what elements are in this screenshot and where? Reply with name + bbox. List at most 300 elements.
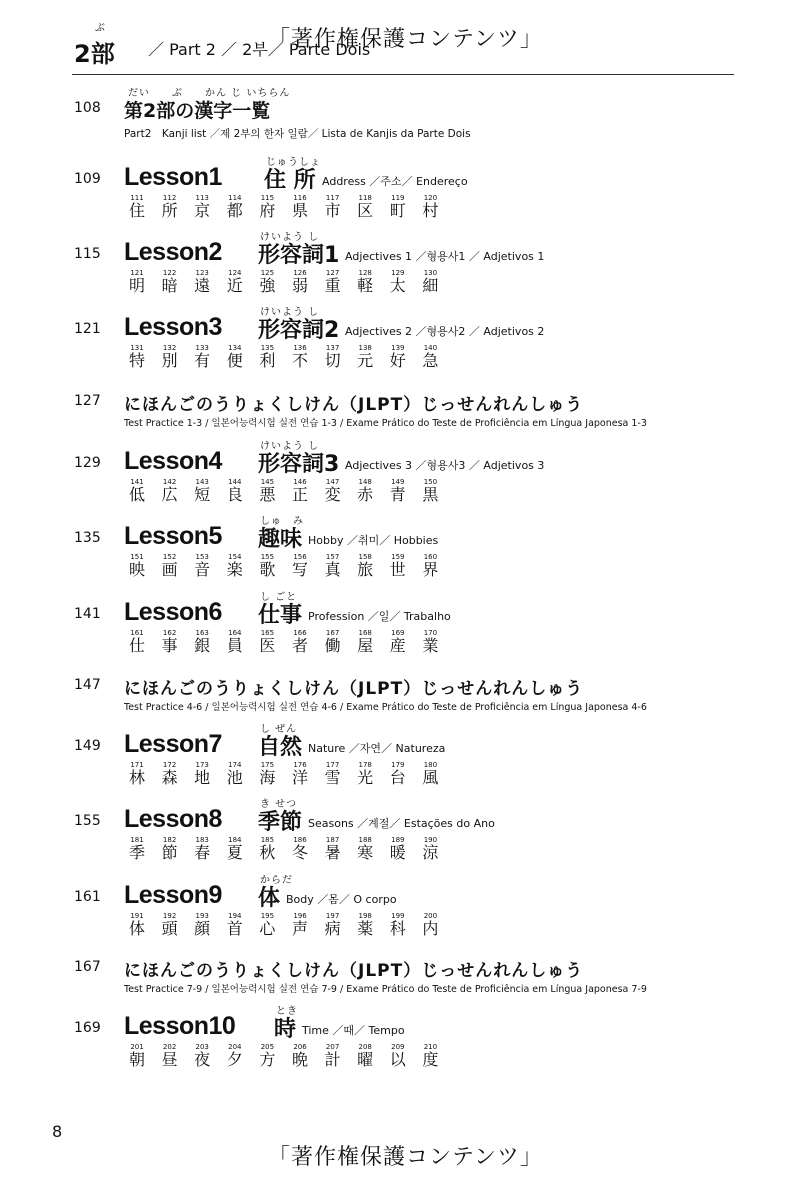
- kanji-number: 114: [228, 194, 242, 202]
- kanji-number: 162: [162, 629, 177, 637]
- kanji-item: [122, 269, 152, 295]
- kanji-character: 切: [324, 351, 341, 370]
- lesson-theme: 形容詞1: [258, 243, 340, 268]
- kanji-number: 176: [293, 761, 307, 769]
- kanji-item: [383, 629, 413, 655]
- kanji-character: 明: [128, 276, 145, 295]
- kanji-item: [415, 269, 445, 295]
- lesson-title: Lesson1: [124, 163, 222, 191]
- kanji-number: 131: [130, 344, 144, 352]
- kanji-number: 189: [391, 836, 405, 844]
- kanji-item: [220, 629, 250, 655]
- entry-page-number: 169: [74, 1020, 101, 1036]
- kanji-number: 123: [195, 269, 209, 277]
- lesson-translation: Body ／몸／ O corpo: [286, 893, 397, 906]
- lesson-title: Lesson7: [124, 730, 222, 758]
- kanji-item: [122, 761, 152, 787]
- kanji-character: 内: [422, 919, 439, 938]
- kanji-item: [155, 269, 185, 295]
- kanji-character: 元: [357, 351, 374, 370]
- kanji-number: 159: [391, 553, 405, 561]
- kanji-character: 夕: [226, 1050, 243, 1069]
- kanji-item: [187, 344, 217, 370]
- kanji-character: 変: [324, 485, 341, 504]
- kanji-number: 133: [195, 344, 209, 352]
- kanji-number: 132: [162, 344, 177, 352]
- kanji-item: [122, 553, 152, 579]
- kanji-character: 暗: [161, 276, 178, 295]
- kanji-character: 声: [291, 919, 308, 938]
- kanji-item: [285, 629, 315, 655]
- kanji-character: 銀: [194, 636, 211, 655]
- kanji-item: [415, 1043, 445, 1069]
- kanji-number: 158: [358, 553, 372, 561]
- kanji-item: [122, 478, 152, 504]
- kanji-item: [415, 194, 445, 220]
- kanji-character: 短: [194, 485, 211, 504]
- kanji-number: 169: [391, 629, 405, 637]
- kanji-item: [350, 478, 380, 504]
- kanji-item: [187, 836, 217, 862]
- kanji-number: 161: [130, 629, 144, 637]
- kanji-number: 166: [293, 629, 307, 637]
- lesson-translation: Time ／때／ Tempo: [302, 1024, 405, 1037]
- kanji-number: 153: [195, 553, 209, 561]
- kanji-number: 151: [130, 553, 144, 561]
- kanji-character: 者: [291, 636, 308, 655]
- kanji-number: 129: [391, 269, 405, 277]
- kanji-item: [155, 194, 185, 220]
- kanji-item: [252, 629, 282, 655]
- kanji-item: [155, 478, 185, 504]
- kanji-item: [252, 1043, 282, 1069]
- kanji-character: 都: [226, 201, 243, 220]
- kanji-character: 写: [291, 560, 308, 579]
- kanji-number: 154: [228, 553, 242, 561]
- kanji-item: [187, 912, 217, 938]
- kanji-item: [415, 912, 445, 938]
- kanji-number: 184: [228, 836, 242, 844]
- kanji-item: [285, 761, 315, 787]
- kanji-number: 194: [228, 912, 242, 920]
- kanji-character: 黒: [422, 485, 439, 504]
- theme-ruby: き せつ: [260, 799, 298, 810]
- kanji-number: 170: [423, 629, 438, 637]
- kanji-number: 152: [162, 553, 177, 561]
- kanji-character: 軽: [357, 276, 374, 295]
- kanji-character: 朝: [128, 1050, 145, 1069]
- kanji-character: 真: [324, 560, 341, 579]
- kanji-list-page: 108: [74, 100, 101, 116]
- kanji-number: 200: [423, 912, 438, 920]
- kanji-item: [285, 194, 315, 220]
- kanji-character: 低: [128, 485, 145, 504]
- kanji-character: 近: [226, 276, 243, 295]
- kanji-character: 有: [194, 351, 211, 370]
- entry-page-number: 109: [74, 171, 101, 187]
- kanji-number: 157: [325, 553, 340, 561]
- kanji-item: [318, 269, 348, 295]
- theme-ruby: けいよう し: [260, 232, 320, 243]
- kanji-item: [383, 912, 413, 938]
- header-divider: [72, 74, 734, 75]
- kanji-character: 林: [128, 768, 145, 787]
- lesson-title: Lesson8: [124, 805, 222, 833]
- kanji-character: 曜: [357, 1050, 374, 1069]
- kanji-number: 117: [325, 194, 340, 202]
- theme-ruby: からだ: [260, 875, 293, 886]
- kanji-number: 128: [358, 269, 372, 277]
- kanji-item: [187, 194, 217, 220]
- kanji-character: 広: [161, 485, 178, 504]
- kanji-item: [252, 194, 282, 220]
- kanji-list-ruby: だい ぶ かん じ いちらん: [128, 88, 291, 99]
- watermark-bottom: 「著作権保護コンテンツ」: [268, 1145, 543, 1170]
- kanji-character: 計: [324, 1050, 341, 1069]
- kanji-item: [220, 912, 250, 938]
- kanji-character: 重: [324, 276, 341, 295]
- kanji-item: [383, 761, 413, 787]
- kanji-item: [350, 836, 380, 862]
- kanji-number: 113: [195, 194, 209, 202]
- kanji-number: 112: [162, 194, 177, 202]
- entry-page-number: 147: [74, 677, 101, 693]
- jlpt-practice-subtitle: Test Practice 7-9 / 일본어능력시험 실전 연습 7-9 / Exame Prático do Teste de Proficiência em Língua Japonesa 7-9: [124, 984, 647, 995]
- kanji-item: [285, 269, 315, 295]
- kanji-character: 良: [226, 485, 243, 504]
- kanji-character: 利: [259, 351, 276, 370]
- kanji-item: [220, 269, 250, 295]
- kanji-character: 員: [226, 636, 243, 655]
- kanji-character: 晩: [291, 1050, 308, 1069]
- kanji-character: 池: [226, 768, 243, 787]
- kanji-character: 寒: [357, 843, 374, 862]
- entry-page-number: 155: [74, 813, 101, 829]
- kanji-number: 142: [162, 478, 177, 486]
- entry-page-number: 135: [74, 530, 101, 546]
- kanji-character: 暑: [324, 843, 341, 862]
- kanji-number: 205: [260, 1043, 275, 1051]
- kanji-character: 以: [389, 1050, 406, 1069]
- kanji-character: 好: [389, 351, 406, 370]
- kanji-number: 185: [260, 836, 275, 844]
- kanji-list-title: 第2部の漢字一覧: [124, 100, 271, 122]
- kanji-character: 画: [161, 560, 178, 579]
- kanji-character: 市: [324, 201, 341, 220]
- theme-ruby: けいよう し: [260, 307, 320, 318]
- watermark-top: 「著作権保護コンテンツ」: [268, 27, 543, 52]
- kanji-number: 208: [358, 1043, 372, 1051]
- lesson-translation: Hobby ／취미／ Hobbies: [308, 534, 439, 547]
- kanji-character: 冬: [291, 843, 308, 862]
- kanji-item: [383, 344, 413, 370]
- kanji-number: 172: [162, 761, 177, 769]
- kanji-number: 175: [260, 761, 275, 769]
- kanji-item: [285, 478, 315, 504]
- kanji-item: [318, 629, 348, 655]
- kanji-item: [122, 912, 152, 938]
- kanji-number: 207: [325, 1043, 340, 1051]
- kanji-item: [187, 629, 217, 655]
- kanji-item: [383, 478, 413, 504]
- kanji-character: 便: [226, 351, 243, 370]
- kanji-character: 屋: [357, 636, 374, 655]
- lesson-title: Lesson4: [124, 447, 222, 475]
- kanji-number: 178: [358, 761, 372, 769]
- kanji-character: 海: [259, 768, 276, 787]
- lesson-translation: Profession ／일／ Trabalho: [308, 610, 451, 623]
- kanji-item: [155, 553, 185, 579]
- kanji-item: [155, 344, 185, 370]
- kanji-item: [187, 478, 217, 504]
- kanji-item: [285, 553, 315, 579]
- kanji-character: 体: [128, 919, 145, 938]
- kanji-character: 遠: [194, 276, 211, 295]
- kanji-character: 顔: [194, 919, 211, 938]
- kanji-character: 産: [389, 636, 406, 655]
- kanji-number: 137: [325, 344, 340, 352]
- kanji-number: 202: [162, 1043, 177, 1051]
- kanji-number: 116: [293, 194, 307, 202]
- kanji-character: 仕: [128, 636, 145, 655]
- kanji-character: 薬: [357, 919, 374, 938]
- entry-page-number: 129: [74, 455, 101, 471]
- kanji-character: 映: [128, 560, 145, 579]
- kanji-character: 急: [422, 351, 439, 370]
- kanji-number: 171: [130, 761, 144, 769]
- kanji-item: [155, 1043, 185, 1069]
- kanji-character: 村: [422, 201, 439, 220]
- entry-page-number: 121: [74, 321, 101, 337]
- kanji-number: 183: [195, 836, 209, 844]
- lesson-theme: 住 所: [264, 168, 316, 193]
- kanji-character: 光: [357, 768, 374, 787]
- kanji-item: [122, 836, 152, 862]
- lesson-theme: 趣味: [258, 527, 303, 552]
- kanji-character: 雪: [324, 768, 341, 787]
- kanji-number: 199: [391, 912, 405, 920]
- kanji-item: [318, 478, 348, 504]
- lesson-theme: 季節: [258, 810, 303, 835]
- kanji-number: 139: [391, 344, 405, 352]
- kanji-number: 130: [423, 269, 438, 277]
- kanji-list-subtitle: Part2 Kanji list ／제 2부의 한자 일람／ Lista de Kanjis da Parte Dois: [124, 128, 471, 140]
- header-part-rest: ／ Part 2 ／ 2부／ Parte Dois: [148, 40, 371, 59]
- kanji-character: 春: [194, 843, 211, 862]
- kanji-character: 季: [128, 843, 145, 862]
- kanji-number: 195: [260, 912, 275, 920]
- kanji-character: 病: [324, 919, 341, 938]
- kanji-item: [252, 478, 282, 504]
- kanji-number: 181: [130, 836, 144, 844]
- kanji-item: [383, 194, 413, 220]
- kanji-number: 168: [358, 629, 372, 637]
- lesson-translation: Nature ／자연／ Natureza: [308, 742, 446, 755]
- kanji-number: 125: [260, 269, 275, 277]
- kanji-number: 187: [325, 836, 340, 844]
- lesson-title: Lesson3: [124, 313, 222, 341]
- kanji-number: 206: [293, 1043, 307, 1051]
- kanji-character: 別: [161, 351, 178, 370]
- theme-ruby: し ごと: [260, 592, 298, 603]
- kanji-number: 149: [391, 478, 405, 486]
- kanji-item: [252, 553, 282, 579]
- kanji-number: 135: [260, 344, 275, 352]
- theme-ruby: しゅ み: [260, 516, 304, 527]
- kanji-item: [220, 761, 250, 787]
- kanji-character: 事: [161, 636, 178, 655]
- theme-ruby: し ぜん: [260, 724, 298, 735]
- kanji-item: [187, 1043, 217, 1069]
- kanji-character: 頭: [161, 919, 178, 938]
- kanji-character: 太: [389, 276, 406, 295]
- kanji-item: [318, 344, 348, 370]
- kanji-item: [350, 912, 380, 938]
- kanji-character: 青: [389, 485, 406, 504]
- kanji-character: 度: [422, 1050, 439, 1069]
- kanji-item: [285, 836, 315, 862]
- kanji-item: [350, 194, 380, 220]
- jlpt-practice-subtitle: Test Practice 1-3 / 일본어능력시험 실전 연습 1-3 / Exame Prático do Teste de Proficiência em Língua Japonesa 1-3: [124, 418, 647, 429]
- kanji-number: 155: [260, 553, 275, 561]
- kanji-number: 148: [358, 478, 372, 486]
- entry-page-number: 127: [74, 393, 101, 409]
- jlpt-practice-subtitle: Test Practice 4-6 / 일본어능력시험 실전 연습 4-6 / Exame Prático do Teste de Proficiência em Língua Japonesa 4-6: [124, 702, 647, 713]
- jlpt-practice-title: にほんごのうりょくしけん（JLPT）じっせんれんしゅう: [124, 961, 584, 981]
- kanji-item: [350, 1043, 380, 1069]
- kanji-character: 京: [194, 201, 211, 220]
- kanji-number: 164: [228, 629, 242, 637]
- kanji-character: 首: [226, 919, 243, 938]
- kanji-item: [350, 344, 380, 370]
- kanji-item: [415, 629, 445, 655]
- kanji-item: [383, 269, 413, 295]
- kanji-character: 涼: [422, 843, 439, 862]
- kanji-character: 住: [128, 201, 145, 220]
- kanji-item: [318, 194, 348, 220]
- lesson-title: Lesson9: [124, 881, 222, 909]
- kanji-item: [220, 1043, 250, 1069]
- header-part-label: 2部: [74, 40, 115, 68]
- kanji-item: [122, 1043, 152, 1069]
- kanji-character: 台: [389, 768, 406, 787]
- kanji-character: 界: [422, 560, 439, 579]
- kanji-item: [415, 553, 445, 579]
- kanji-character: 森: [161, 768, 178, 787]
- kanji-character: 細: [422, 276, 439, 295]
- kanji-item: [383, 1043, 413, 1069]
- kanji-item: [383, 836, 413, 862]
- kanji-number: 186: [293, 836, 307, 844]
- kanji-item: [285, 344, 315, 370]
- page-number: 8: [52, 1122, 63, 1141]
- kanji-number: 115: [260, 194, 275, 202]
- kanji-number: 209: [391, 1043, 405, 1051]
- kanji-number: 165: [260, 629, 275, 637]
- kanji-number: 126: [293, 269, 307, 277]
- kanji-character: 節: [161, 843, 178, 862]
- kanji-item: [122, 194, 152, 220]
- kanji-item: [122, 344, 152, 370]
- kanji-number: 180: [423, 761, 438, 769]
- kanji-number: 144: [228, 478, 242, 486]
- kanji-number: 167: [325, 629, 340, 637]
- lesson-title: Lesson5: [124, 522, 222, 550]
- kanji-character: 昼: [161, 1050, 178, 1069]
- kanji-character: 暖: [389, 843, 406, 862]
- lesson-translation: Adjectives 2 ／형용사2 ／ Adjetivos 2: [345, 325, 545, 338]
- kanji-character: 赤: [357, 485, 374, 504]
- kanji-item: [155, 761, 185, 787]
- kanji-item: [252, 344, 282, 370]
- kanji-item: [187, 269, 217, 295]
- theme-ruby: けいよう し: [260, 441, 320, 452]
- kanji-number: 197: [325, 912, 340, 920]
- kanji-character: 秋: [259, 843, 276, 862]
- kanji-item: [318, 761, 348, 787]
- kanji-number: 174: [228, 761, 242, 769]
- kanji-number: 196: [293, 912, 307, 920]
- kanji-item: [220, 478, 250, 504]
- kanji-character: 音: [194, 560, 211, 579]
- kanji-character: 心: [259, 919, 276, 938]
- kanji-number: 136: [293, 344, 307, 352]
- entry-page-number: 115: [74, 246, 101, 262]
- kanji-number: 160: [423, 553, 438, 561]
- kanji-character: 業: [422, 636, 439, 655]
- lesson-theme: 形容詞3: [258, 452, 340, 477]
- kanji-item: [318, 836, 348, 862]
- lesson-translation: Adjectives 3 ／형용사3 ／ Adjetivos 3: [345, 459, 545, 472]
- kanji-item: [252, 269, 282, 295]
- kanji-character: 所: [161, 201, 178, 220]
- kanji-number: 124: [228, 269, 242, 277]
- lesson-title: Lesson10: [124, 1012, 236, 1040]
- kanji-item: [350, 553, 380, 579]
- kanji-character: 県: [291, 201, 308, 220]
- lesson-translation: Adjectives 1 ／형용사1 ／ Adjetivos 1: [345, 250, 545, 263]
- kanji-number: 192: [162, 912, 177, 920]
- kanji-character: 特: [128, 351, 145, 370]
- kanji-number: 145: [260, 478, 275, 486]
- kanji-number: 120: [423, 194, 438, 202]
- kanji-item: [155, 836, 185, 862]
- entry-page-number: 161: [74, 889, 101, 905]
- kanji-number: 141: [130, 478, 144, 486]
- kanji-item: [252, 912, 282, 938]
- kanji-number: 190: [423, 836, 438, 844]
- kanji-number: 156: [293, 553, 307, 561]
- lesson-theme: 仕事: [258, 603, 303, 628]
- kanji-character: 歌: [259, 560, 276, 579]
- kanji-character: 正: [291, 485, 308, 504]
- kanji-item: [220, 344, 250, 370]
- lesson-theme: 形容詞2: [258, 318, 340, 343]
- entry-page-number: 149: [74, 738, 101, 754]
- kanji-number: 111: [130, 194, 144, 202]
- theme-ruby: じゅうしょ: [266, 157, 321, 168]
- kanji-item: [415, 344, 445, 370]
- kanji-character: 区: [357, 201, 374, 220]
- kanji-character: 強: [259, 276, 276, 295]
- jlpt-practice-title: にほんごのうりょくしけん（JLPT）じっせんれんしゅう: [124, 679, 584, 699]
- kanji-number: 146: [293, 478, 307, 486]
- kanji-item: [350, 761, 380, 787]
- kanji-number: 182: [162, 836, 177, 844]
- kanji-item: [318, 553, 348, 579]
- theme-ruby: とき: [276, 1006, 298, 1017]
- kanji-character: 医: [259, 636, 276, 655]
